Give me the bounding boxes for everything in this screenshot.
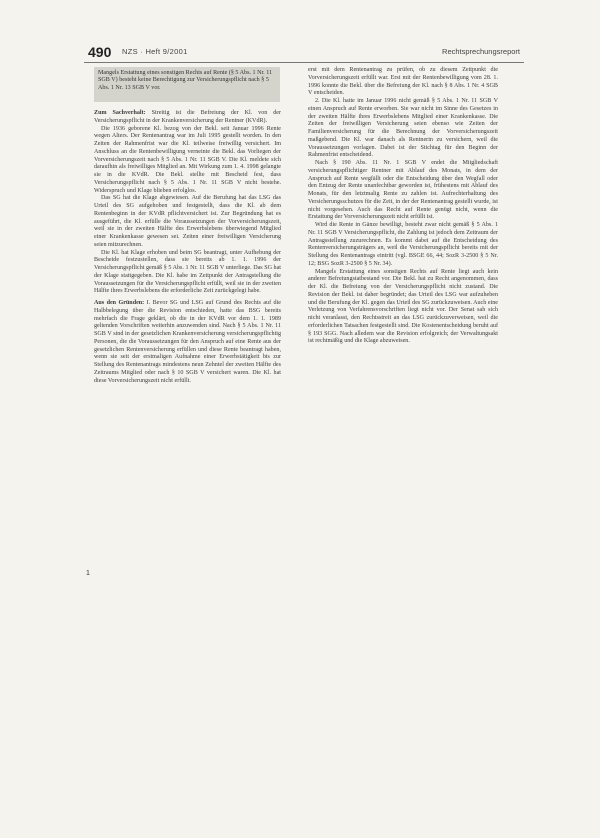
paragraph: Mangels Erstattung eines sonstigen Rechts auf Rente liegt auch kein anderer Befreiungstatbestand vor. Die Bekl. hat zu Recht angenommen, dass der Kl. die Befreiung von der Versicherungspflicht nicht zustand. Die Revision der Bekl. ist daher begründet; das Urteil des LSG war aufzuheben und die Berufung der Kl. gegen das Urteil des SG zurückzuweisen. Auch eine Verletzung von Verfahrensvorschriften liegt nicht vor. Der Senat sah sich nicht veranlasst, den Rechtsstreit an das LSG zurückzuverweisen, weil die erforderlichen Tatsachen festgestellt sind. Die Kostenentscheidung beruht auf § 193 SGG. Nach alledem war die Revision erfolgreich; der Verwaltungsakt ist rechtmäßig und die Klage abzuweisen.: [308, 268, 498, 345]
paragraph: Die 1936 geborene Kl. bezog von der Bekl. seit Januar 1996 Rente wegen Alters. Der Rentenantrag war im Juli 1995 gestellt worden. In den Zeiten der Rahmenfrist war die Kl. teilweise freiwillig versichert. Im Anschluss an die Rentenbewilligung verneinte die Bekl. das Vorliegen der Vorversicherungszeit nach § 5 Abs. 1 Nr. 11 SGB V. Die Kl. meldete sich daraufhin als freiwilliges Mitglied an. Mit Wirkung zum 1. 4. 1998 gelangte sie in die KVdR. Die Bekl. stellte mit Bescheid fest, dass Versicherungspflicht nach § 5 Abs. 1 Nr. 11 SGB V nicht bestehe. Widerspruch und Klage blieben erfolglos.: [94, 125, 281, 194]
paragraph: Nach § 190 Abs. 11 Nr. 1 SGB V endet die Mitgliedschaft versicherungspflichtiger Rentner mit Ablauf des Monats, in dem der Anspruch auf Rente wegfällt oder die Entscheidung über den Wegfall oder den Entzug der Rente unanfechtbar geworden ist, frühestens mit Ablauf des Monats, für den letztmalig Rente zu zahlen ist. Aufrechterhaltung des Versicherungsschutzes für die Zeit, in der der Rentenantrag gestellt wurde, ist nicht vorgesehen. Auch das Recht auf Rente genügt nicht, wenn die Erstattung der Vorversicherungszeit nicht erfüllt ist.: [308, 160, 498, 221]
paragraph: Die Kl. hat Klage erhoben und beim SG beantragt, unter Aufhebung der Bescheide festzustellen, dass sie bereits ab 1. 1. 1996 der Versicherungspflicht gemäß § 5 Abs. 1 Nr. 11 SGB V unterliege. Das SG hat der Klage stattgegeben. Die Kl. habe im Zeitpunkt der Antragstellung die Voraussetzungen für die Versicherungspflicht erfüllt, weil sie in der zweiten Hälfte ihres Erwerbslebens die erforderliche Zeit zurückgelegt habe.: [94, 249, 281, 295]
page-number: 490: [88, 44, 112, 60]
header-divider: [84, 62, 524, 63]
section-label: Rechtsprechungsreport: [442, 47, 520, 56]
journal-reference: NZS · Heft 9/2001: [122, 47, 188, 56]
paragraph: Das SG hat die Klage abgewiesen. Auf die Berufung hat das LSG das Urteil des SG aufgehoben und festgestellt, dass die Kl. ab dem Rentenbeginn in der KVdR pflichtversichert ist. Zur Begründung hat es ausgeführt, die Kl. erfülle die Voraussetzungen der Vorversicherungszeit, weil sie in der zweiten Hälfte des Erwerbslebens überwiegend Mitglied einer Krankenkasse gewesen sei. Zeiten einer freiwilligen Versicherung seien mitzurechnen.: [94, 195, 281, 248]
right-column: [308, 67, 498, 346]
heading-facts: Zum Sachverhalt:: [94, 110, 146, 116]
paragraph: Wird die Rente in Gänze bewilligt, besteht zwar nicht gemäß § 5 Abs. 1 Nr. 11 SGB V Versicherungspflicht, die Zahlung ist jedoch dem Zeitraum der Antragsstellung zuzurechnen. Es kommt dabei auf die Entscheidung des Rentenversicherungsträgers an, weil die Versicherungspflicht bereits mit der Stellung des Rentenantrags eintritt (vgl. BSGE 66, 44; SozR 3-2500 § 5 Nr. 12; BSG SozR 3-2500 § 5 Nr. 34).: [308, 222, 498, 267]
paragraph: erst mit dem Rentenantrag zu prüfen, ob zu diesem Zeitpunkt die Vorversicherungszeit erfüllt war. Erst mit der Rentenbewilligung vom 28. 1. 1996 konnte die Bekl. über die Befreiung der Kl. nach § 8 Abs. 1 Nr. 4 SGB V entscheiden.: [308, 67, 498, 97]
margin-number: 1: [86, 570, 90, 577]
paragraph: 2. Die Kl. hatte im Januar 1996 nicht gemäß § 5 Abs. 1 Nr. 11 SGB V einen Anspruch auf Rente erworben. Sie war nicht im Sinne des Gesetzes in der zweiten Hälfte ihres Erwerbslebens Mitglied einer Krankenkasse. Die Zeiten der freiwilligen Versicherung seien ebenso wie Zeiten der Familienversicherung für die Berechnung der Vorversicherungszeit maßgebend. Die Kl. war danach als Rentnerin zu versichern, weil die Voraussetzungen vorlagen. Dabei ist der Stichtag für den Beginn der Rahmenfrist entscheidend.: [308, 98, 498, 159]
left-column: [94, 110, 281, 385]
headnote-box: Mangels Erstattung eines sonstigen Rechts auf Rente (§ 5 Abs. 1 Nr. 11 SGB V) besteht keine Berechtigung zur Versicherungspflicht nach § 5 Abs. 1 Nr. 13 SGB V vor.: [94, 67, 280, 102]
heading-reasons: Aus den Gründen:: [94, 300, 145, 306]
paragraph: Streitig ist die Befreiung der Kl. von der Versicherungspflicht in der Krankenversicherung der Rentner (KVdR).: [94, 110, 282, 124]
page-header: [0, 44, 600, 60]
paragraph: I. Bevor SG und LSG auf Grund des Rechts auf die Halbbelegung über die Revision entschieden, hatte das BSG bereits mehrfach die Frage geklärt, ob die in der KVdR vor dem 1. 1. 1989 geltenden Vorschriften weiterhin anzuwenden sind. Nach § 5 Abs. 1 Nr. 11 SGB V sind in der gesetzlichen Krankenversicherung versicherungspflichtig Personen, die die Voraussetzungen für den Anspruch auf eine Rente aus der gesetzlichen Rentenversicherung erfüllen und diese Rente beantragt haben, wenn sie seit der erstmaligen Aufnahme einer Erwerbstätigkeit bis zur Stellung des Rentenantrags mindestens neun Zehntel der zweiten Hälfte des Zeitraums Mitglied oder nach § 10 SGB V versichert waren. Die Kl. hat diese Vorversicherungszeit nicht erfüllt.: [94, 300, 281, 384]
